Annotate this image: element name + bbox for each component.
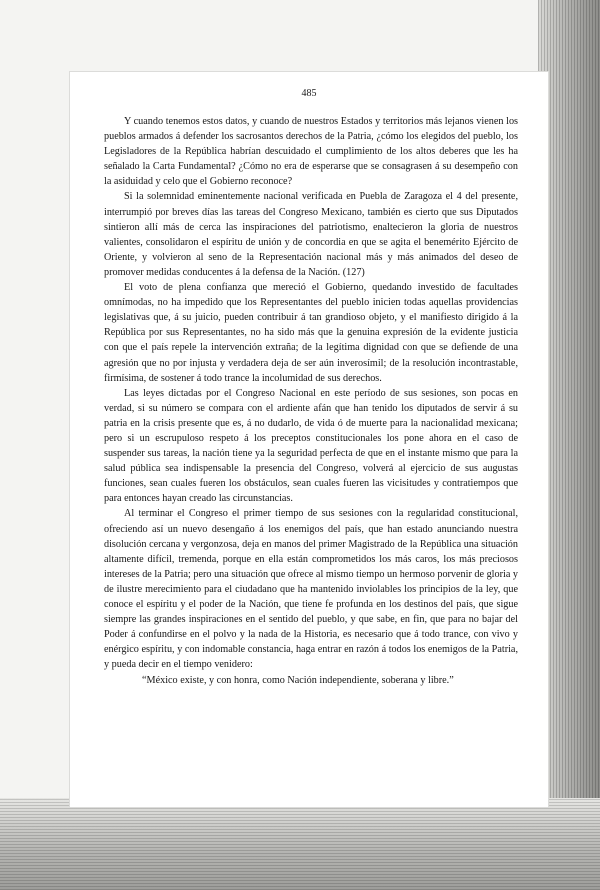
- document-page: [70, 72, 548, 807]
- paragraph: Al terminar el Congreso el primer tiempo de sus sesiones con la regularidad constitucional, ofreciendo así un nuevo desengaño á los enemigos del país, que han estado anunciando nuestra disolución cercana y vergonzosa, deja en manos del primer Magistrado de la República una situación altamente difícil, tremenda, porque en ella están comprometidos los más caros, los más preciosos intereses de la Patria; pero una situación que ofrece al mismo tiempo un hermoso porvenir de gloria y de ilustre merecimiento para el ciudadano que ha mantenido inviolables los principios de la ley, que conoce el espíritu y el poder de la Nación, que tiene fe profunda en los destinos del país, que sigue siempre las grandes inspiraciones en el sentido del pueblo, y que sabe, en fin, que para no bajar del Poder á confundirse en el polvo y la nada de la Historia, es necesario que á todo trance, con vivo y enérgico espíritu, y con indomable constancia, haga entrar en razón á todos los enemigos de la Patria, y pueda decir en el tiempo venidero:: [104, 508, 518, 671]
- closing-quote: “México existe, y con honra, como Nación independiente, soberana y libre.”: [142, 675, 454, 687]
- paragraph: El voto de plena confianza que mereció el Gobierno, quedando investido de facultades omnímodas, no ha impedido que los Representantes del pueblo inicien todas aquellas providencias legislativas que, á su juicio, pueden contribuir á tan grandioso objeto, y el manifiesto dirigido á la República por sus Representantes, no ha sido más que la genuina expresión de la evidente justicia con que el país repele la intervención extraña; de la legítima dignidad con que se defiende de una agresión que no por injusta y verdadera deja de ser aún inverosímil; de la resolución incontrastable, firmísima, de sostener á todo trance la incolumidad de sus derechos.: [104, 282, 518, 384]
- paragraph: Si la solemnidad eminentemente nacional verificada en Puebla de Zaragoza el 4 del presente, interrumpió por breves días las tareas del Congreso Mexicano, también es cierto que sus Diputados sintieron allí más de cerca las inspiraciones del patriotismo, enaltecieron la gloria de nuestros valientes, consolidaron el espíritu de unión y de concordia en que se agita el benemérito Ejército de Oriente, y volvieron al seno de la Representación nacional más y más animados del deseo de promover medidas conducentes á la defensa de la Nación. (127): [104, 191, 518, 278]
- scan-edge-bottom: [0, 798, 600, 890]
- paragraph: Las leyes dictadas por el Congreso Nacional en este período de sus sesiones, son pocas en verdad, si su número se compara con el ardiente afán que han tenido los diputados de servir á su patria en la crisis presente que es, á no dudarlo, de vida ó de muerte para la nacionalidad mexicana; pero si un escrupuloso respeto á los preceptos constitucionales los pone ahora en el caso de suspender sus tareas, la nación tiene ya la seguridad perfecta de que en el instante mismo que para la salud pública sea indispensable la presencia del Congreso, volverá al ejercicio de sus augustas funciones, sean cuales fueren los obstáculos, sean cuales fueren las vicisitudes y contratiempos que para entonces hayan creado las circunstancias.: [104, 387, 518, 505]
- paragraph: Y cuando tenemos estos datos, y cuando de nuestros Estados y territorios más lejanos vienen los pueblos armados á defender los sacrosantos derechos de la Patria, ¿cómo los elegidos del pueblo, los Legisladores de la República habrían descuidado el cumplimiento de los altos deberes que les ha señalado la Carta Fundamental? ¿Cómo no era de esperarse que se consagrasen á su desempeño con la asiduidad y celo que el Gobierno reconoce?: [104, 116, 518, 188]
- page-number: 485: [301, 88, 317, 99]
- body-text: [104, 114, 518, 689]
